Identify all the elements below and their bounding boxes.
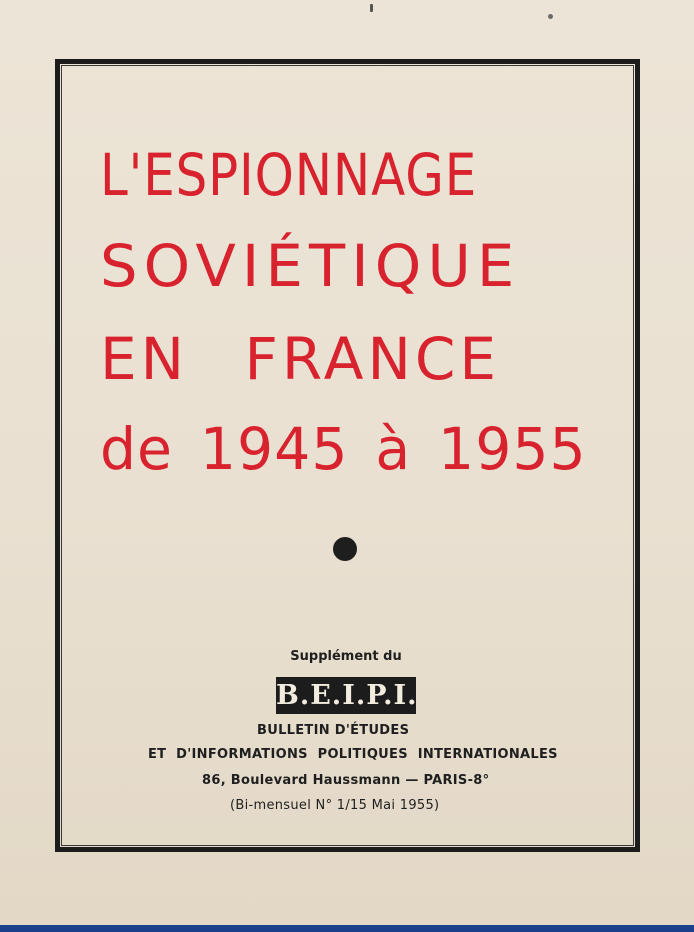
bullet-dot-icon (333, 537, 357, 561)
issue-info: (Bi-mensuel N° 1/15 Mai 1955) (230, 798, 440, 813)
paper-speck (548, 14, 553, 19)
publisher-logo: B.E.I.P.I. (276, 677, 416, 714)
title-line-1: L'ESPIONNAGE (100, 141, 478, 209)
supplement-label: Supplément du (290, 649, 402, 664)
title-line-3: EN FRANCE (100, 325, 500, 393)
publisher-address: 86, Boulevard Haussmann — PARIS-8° (202, 773, 490, 788)
bottom-edge-strip (0, 925, 694, 932)
paper-speck (370, 4, 373, 12)
publisher-name-line-2: ET D'INFORMATIONS POLITIQUES INTERNATIONALES (148, 747, 558, 762)
publisher-name-line-1: BULLETIN D'ÉTUDES (257, 723, 410, 738)
title-line-2: SOVIÉTIQUE (100, 232, 521, 300)
title-line-4: de 1945 à 1955 (100, 415, 587, 483)
